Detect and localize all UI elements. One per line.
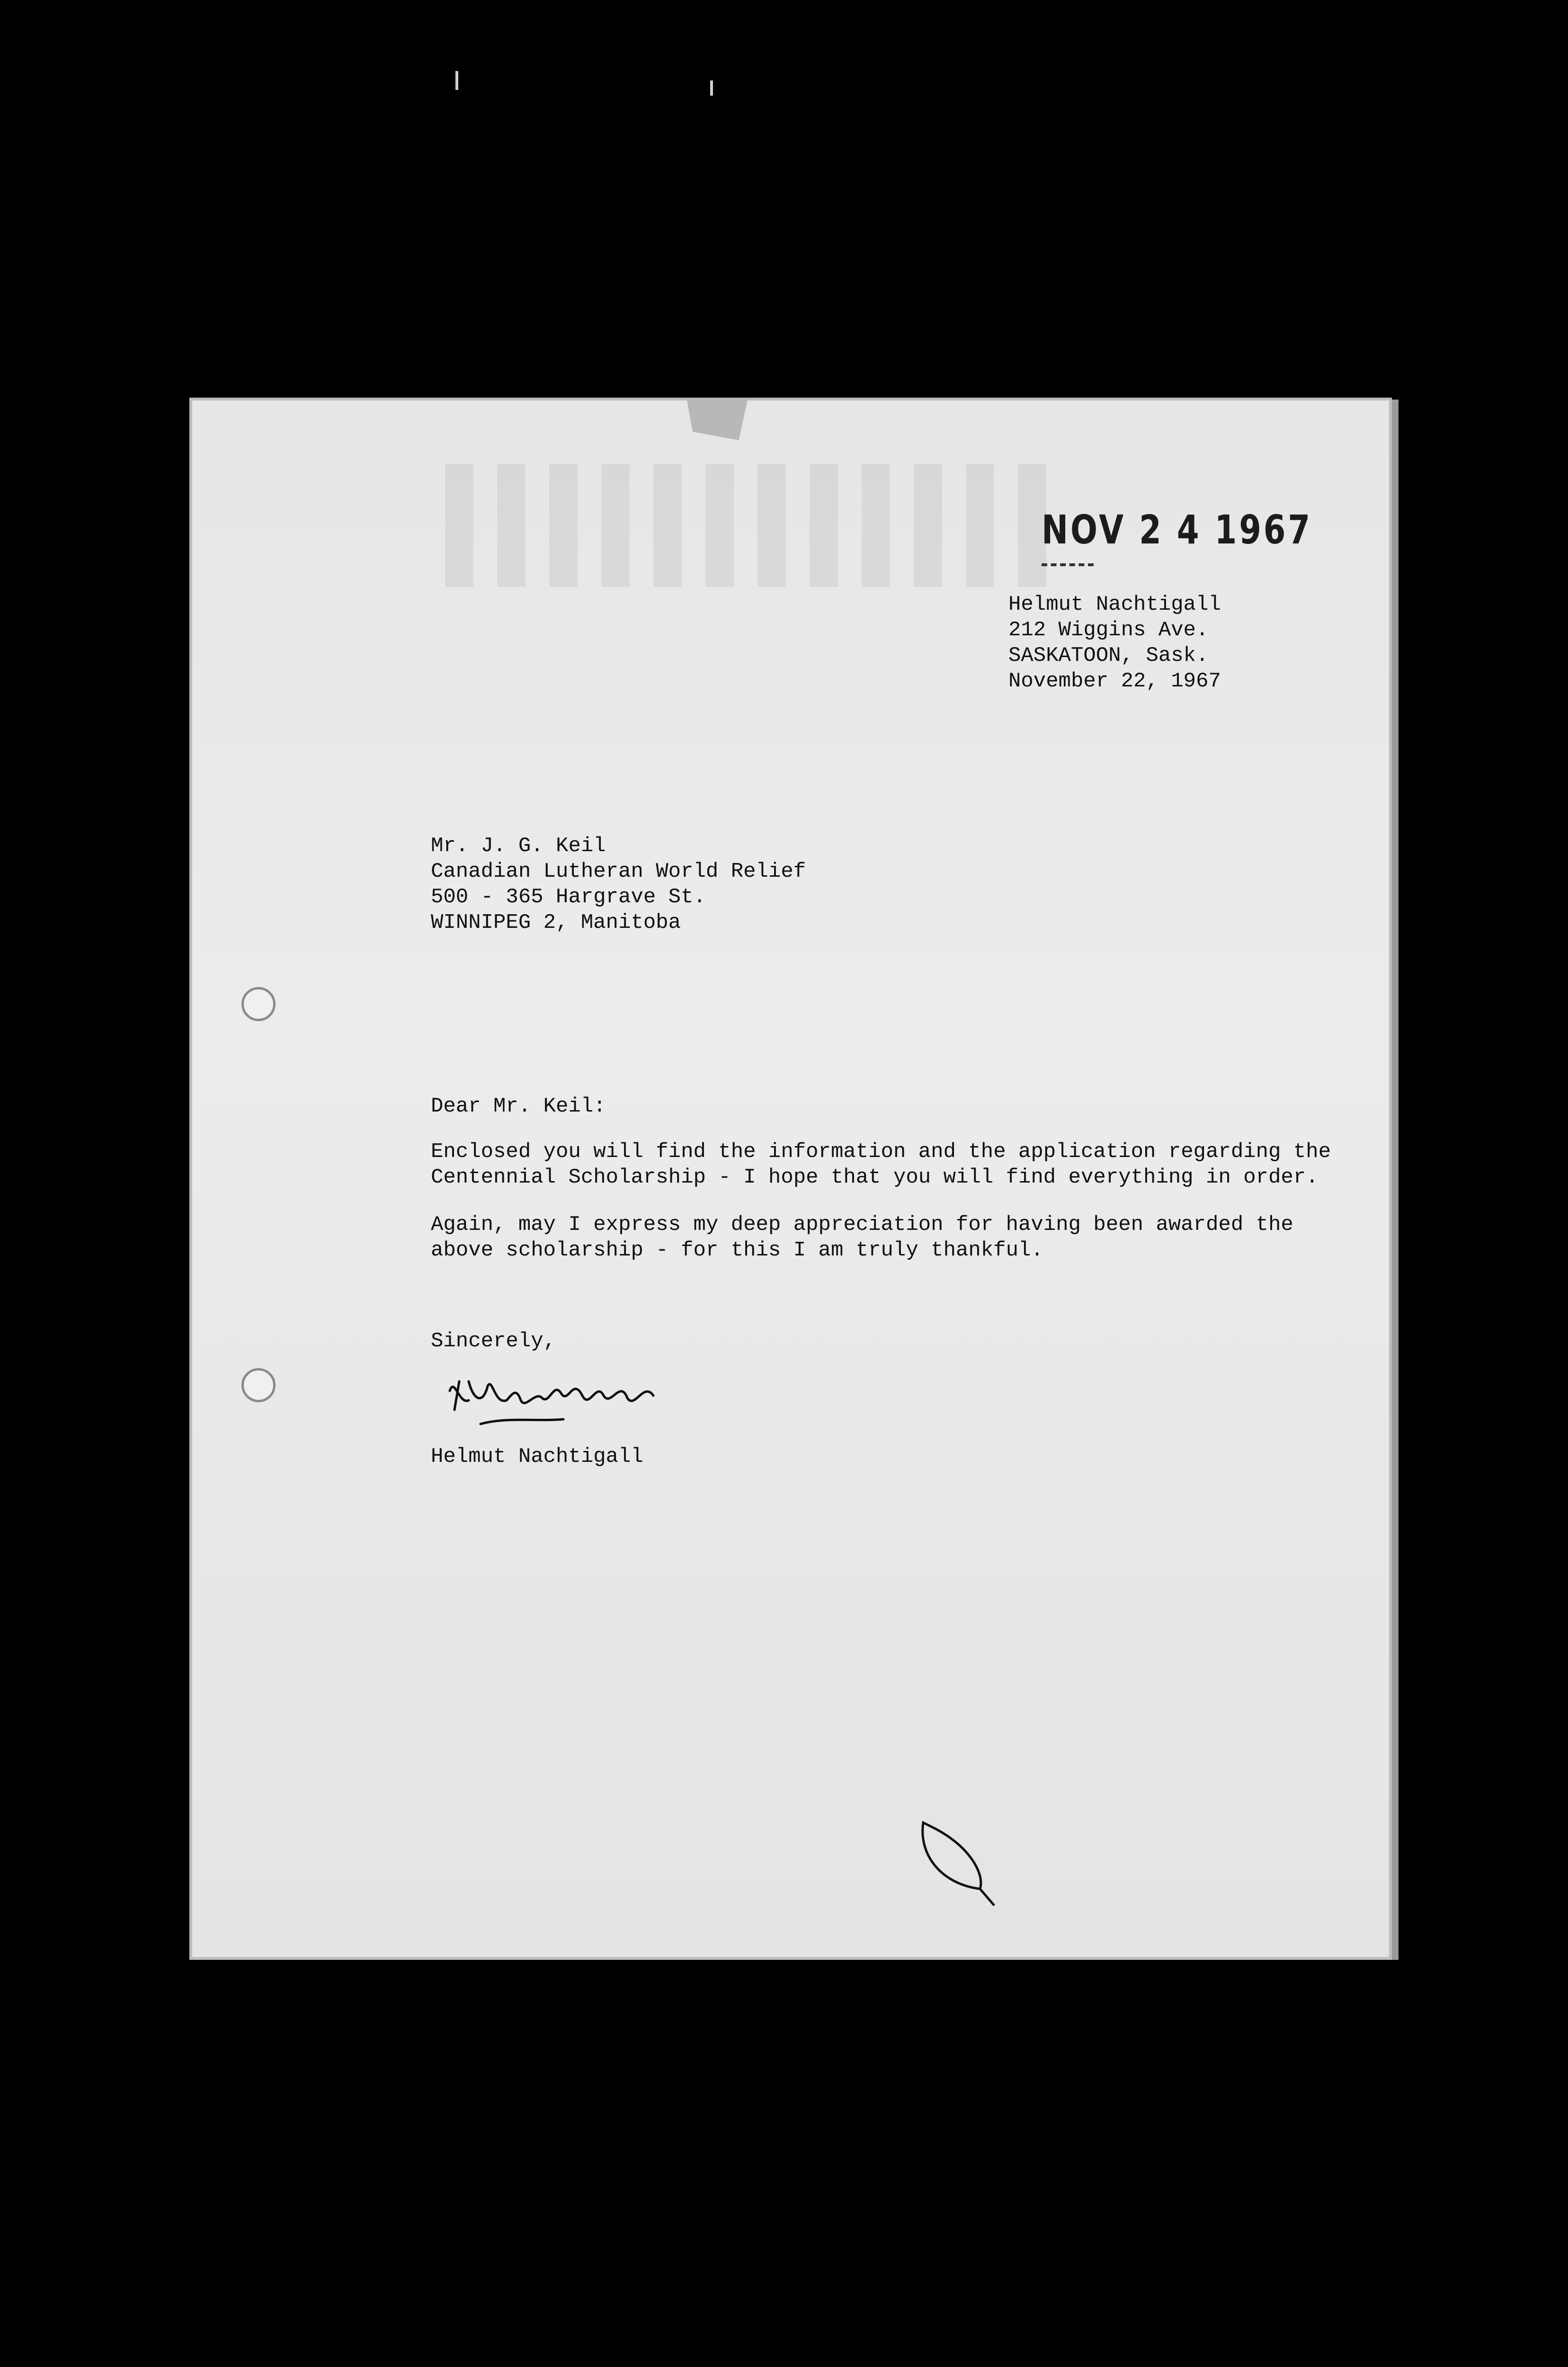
letter-page: [189, 398, 1392, 1960]
paragraph-2-line-2: above scholarship - for this I am truly thankful.: [431, 1238, 1043, 1262]
film-tick-mark: [455, 71, 458, 90]
show-through-bleed: [445, 464, 1060, 587]
received-date-stamp: NOV 2 4 1967: [1042, 507, 1312, 553]
recipient-name: Mr. J. G. Keil: [431, 834, 606, 858]
salutation: Dear Mr. Keil:: [431, 1095, 606, 1118]
recipient-org: Canadian Lutheran World Relief: [431, 860, 806, 883]
paragraph-1-line-2: Centennial Scholarship - I hope that you will find everything in order.: [431, 1166, 1319, 1189]
sender-city: SASKATOON, Sask.: [1008, 644, 1209, 667]
tape-fragment: [686, 398, 748, 440]
punch-hole-bottom: [241, 1368, 276, 1402]
sender-street: 212 Wiggins Ave.: [1008, 618, 1209, 642]
paragraph-1-line-1: Enclosed you will find the information and the application regarding the: [431, 1140, 1331, 1164]
recipient-street: 500 - 365 Hargrave St.: [431, 885, 706, 909]
closing: Sincerely,: [431, 1329, 556, 1353]
stamp-underline: [1042, 563, 1094, 566]
recipient-city: WINNIPEG 2, Manitoba: [431, 911, 681, 934]
page-curl-mark: [914, 1818, 1008, 1913]
film-tick-mark: [710, 80, 713, 96]
paragraph-2-line-1: Again, may I express my deep appreciation for having been awarded the: [431, 1213, 1293, 1237]
signature-name: Helmut Nachtigall: [431, 1445, 643, 1468]
letter-date: November 22, 1967: [1008, 669, 1221, 693]
sender-name: Helmut Nachtigall: [1008, 593, 1221, 616]
handwritten-signature: [440, 1372, 705, 1433]
punch-hole-top: [241, 987, 276, 1021]
